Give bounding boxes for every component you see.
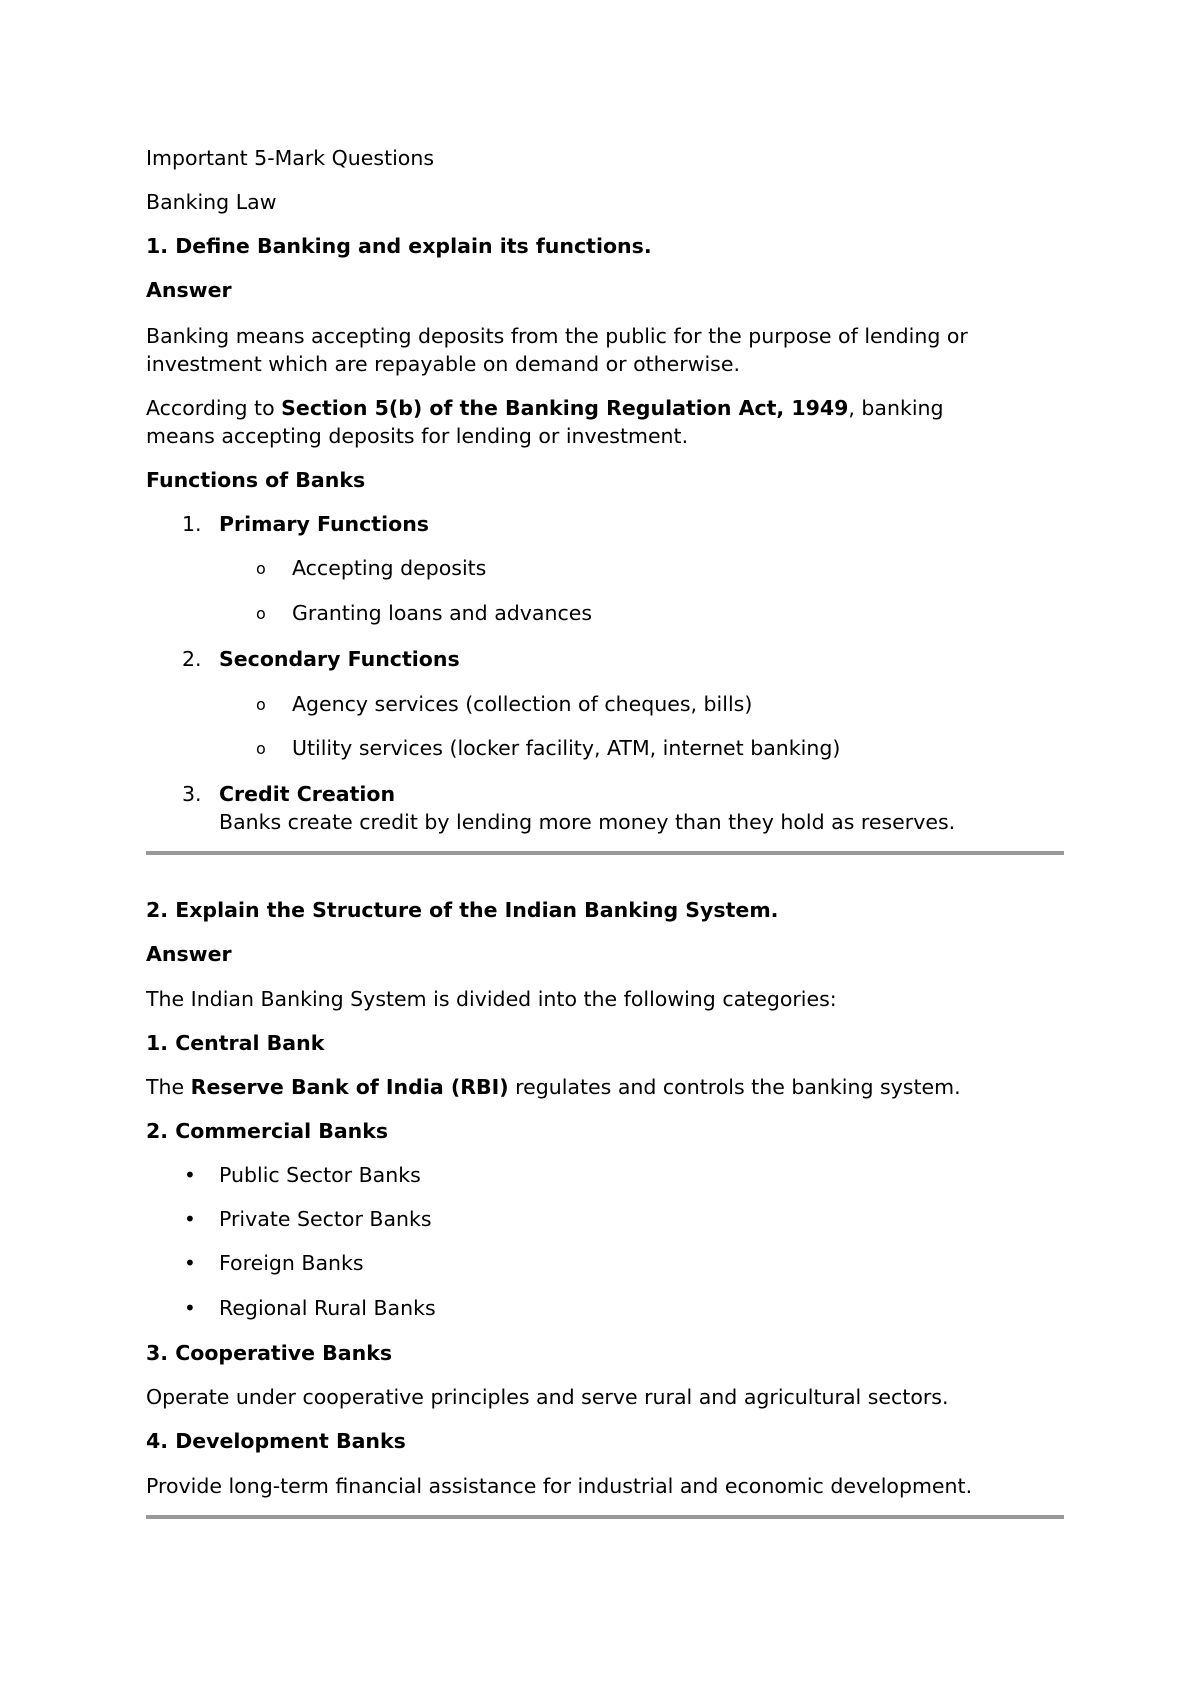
section-reference-pre: According to: [146, 396, 282, 420]
document-title: Important 5-Mark Questions: [146, 146, 435, 170]
credit-creation-label: Credit Creation: [219, 782, 396, 806]
bullet: •: [184, 1207, 196, 1231]
bullet: •: [184, 1296, 196, 1320]
list-item: Foreign Banks: [219, 1251, 364, 1275]
section-reference-line-2: means accepting deposits for lending or investment.: [146, 424, 689, 448]
list-number: 2.: [182, 647, 202, 671]
central-bank-pre: The: [146, 1075, 191, 1099]
section-reference-bold: Section 5(b) of the Banking Regulation Act, 1949: [281, 396, 849, 420]
central-bank-heading: 1. Central Bank: [146, 1031, 325, 1055]
primary-functions-label: Primary Functions: [219, 512, 429, 536]
definition-line-2: investment which are repayable on demand or otherwise.: [146, 352, 740, 376]
bullet: •: [184, 1251, 196, 1275]
development-banks-heading: 4. Development Banks: [146, 1429, 406, 1453]
question-1-heading: 1. Define Banking and explain its functions.: [146, 234, 652, 258]
question-2-heading: 2. Explain the Structure of the Indian Banking System.: [146, 898, 779, 922]
sub-bullet: o: [256, 559, 266, 578]
central-bank-post: regulates and controls the banking system.: [508, 1075, 961, 1099]
development-banks-text: Provide long-term financial assistance for industrial and economic development.: [146, 1474, 973, 1498]
functions-heading: Functions of Banks: [146, 468, 366, 492]
central-bank-text: [146, 1073, 961, 1101]
list-item: Public Sector Banks: [219, 1163, 421, 1187]
cooperative-banks-heading: 3. Cooperative Banks: [146, 1341, 393, 1365]
list-item: Regional Rural Banks: [219, 1296, 436, 1320]
list-item: Agency services (collection of cheques, bills): [292, 692, 753, 716]
list-item: Private Sector Banks: [219, 1207, 432, 1231]
section-divider: [146, 851, 1064, 855]
commercial-banks-heading: 2. Commercial Banks: [146, 1119, 389, 1143]
answer-label-1: Answer: [146, 278, 232, 302]
central-bank-bold: Reserve Bank of India (RBI): [190, 1075, 509, 1099]
section-reference-line-1: [146, 394, 944, 422]
sub-bullet: o: [256, 739, 266, 758]
section-reference-post: , banking: [848, 396, 944, 420]
cooperative-banks-text: Operate under cooperative principles and serve rural and agricultural sectors.: [146, 1385, 949, 1409]
structure-intro: The Indian Banking System is divided into the following categories:: [146, 987, 837, 1011]
list-item: Utility services (locker facility, ATM, internet banking): [292, 736, 841, 760]
list-item: Accepting deposits: [292, 556, 487, 580]
sub-bullet: o: [256, 604, 266, 623]
list-number: 1.: [182, 512, 202, 536]
section-divider: [146, 1515, 1064, 1519]
list-number: 3.: [182, 782, 202, 806]
subject-heading: Banking Law: [146, 190, 277, 214]
credit-creation-description: Banks create credit by lending more money than they hold as reserves.: [219, 810, 956, 834]
definition-line-1: Banking means accepting deposits from the public for the purpose of lending or: [146, 324, 968, 348]
bullet: •: [184, 1163, 196, 1187]
list-item: Granting loans and advances: [292, 601, 593, 625]
answer-label-2: Answer: [146, 942, 232, 966]
secondary-functions-label: Secondary Functions: [219, 647, 460, 671]
sub-bullet: o: [256, 695, 266, 714]
